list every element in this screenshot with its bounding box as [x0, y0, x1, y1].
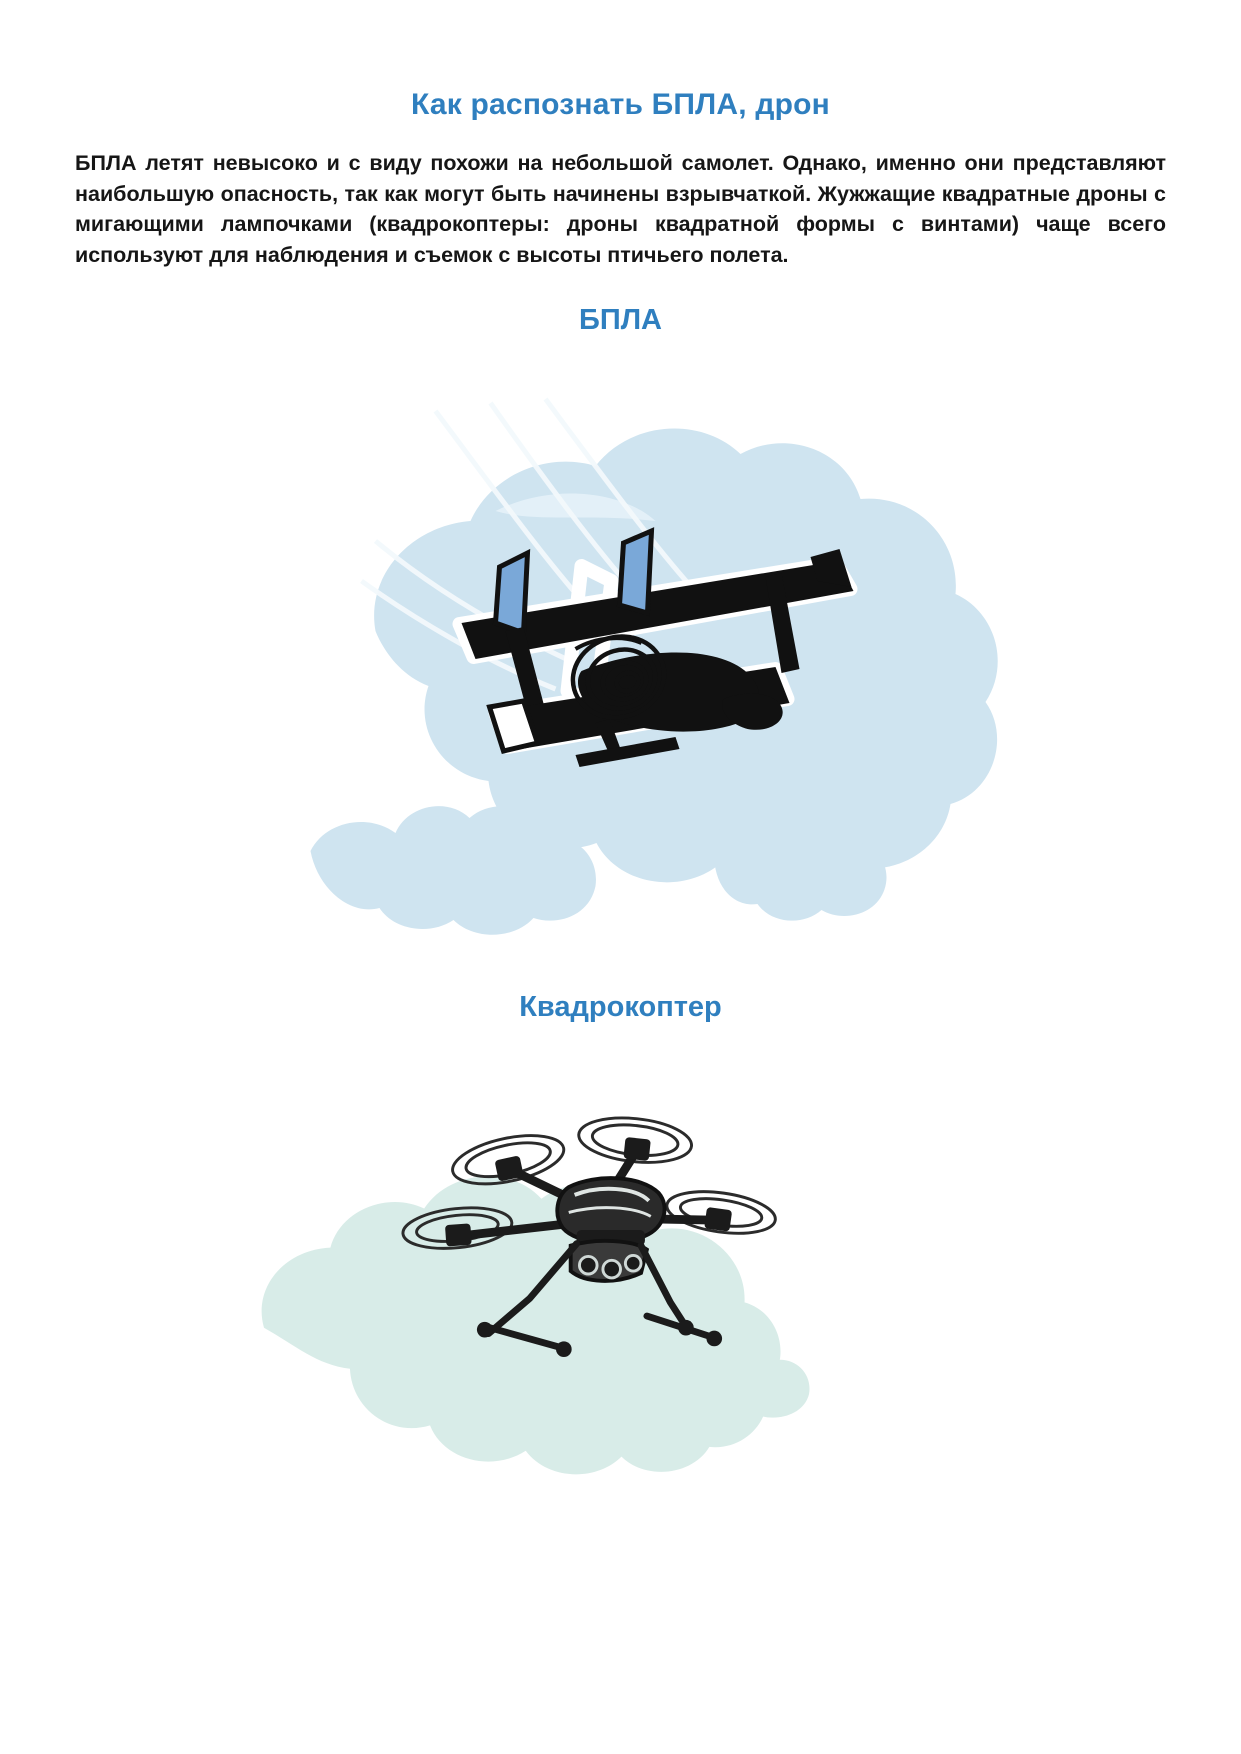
quadcopter-body	[557, 1178, 664, 1246]
page-title: Как распознать БПЛА, дрон	[411, 88, 830, 121]
intro-paragraph: БПЛА летят невысоко и с виду похожи на небольшой самолет. Однако, именно они представляют наибольшую опасность, так как могут быть начинены взрывчаткой. Жужжащие квадратные дроны с мигающими лампочками (квадрокоптеры: дроны квадратной формы с винтами) чаще всего используют для наблюдения и съемок с высоты птичьего полета.	[75, 151, 1166, 267]
quadcopter-payload	[571, 1241, 647, 1281]
uav-artwork	[75, 381, 1166, 991]
uav-stabilizer-left	[496, 553, 528, 633]
fixed-wing-uav-illustration	[75, 381, 1166, 991]
uav-stabilizer-right	[620, 531, 652, 613]
section-heading-uav: БПЛА	[579, 304, 662, 337]
section-heading-quadcopter: Квадрокоптер	[519, 991, 722, 1024]
quadcopter-artwork	[75, 1064, 1166, 1484]
quadcopter-illustration	[75, 1064, 1166, 1484]
